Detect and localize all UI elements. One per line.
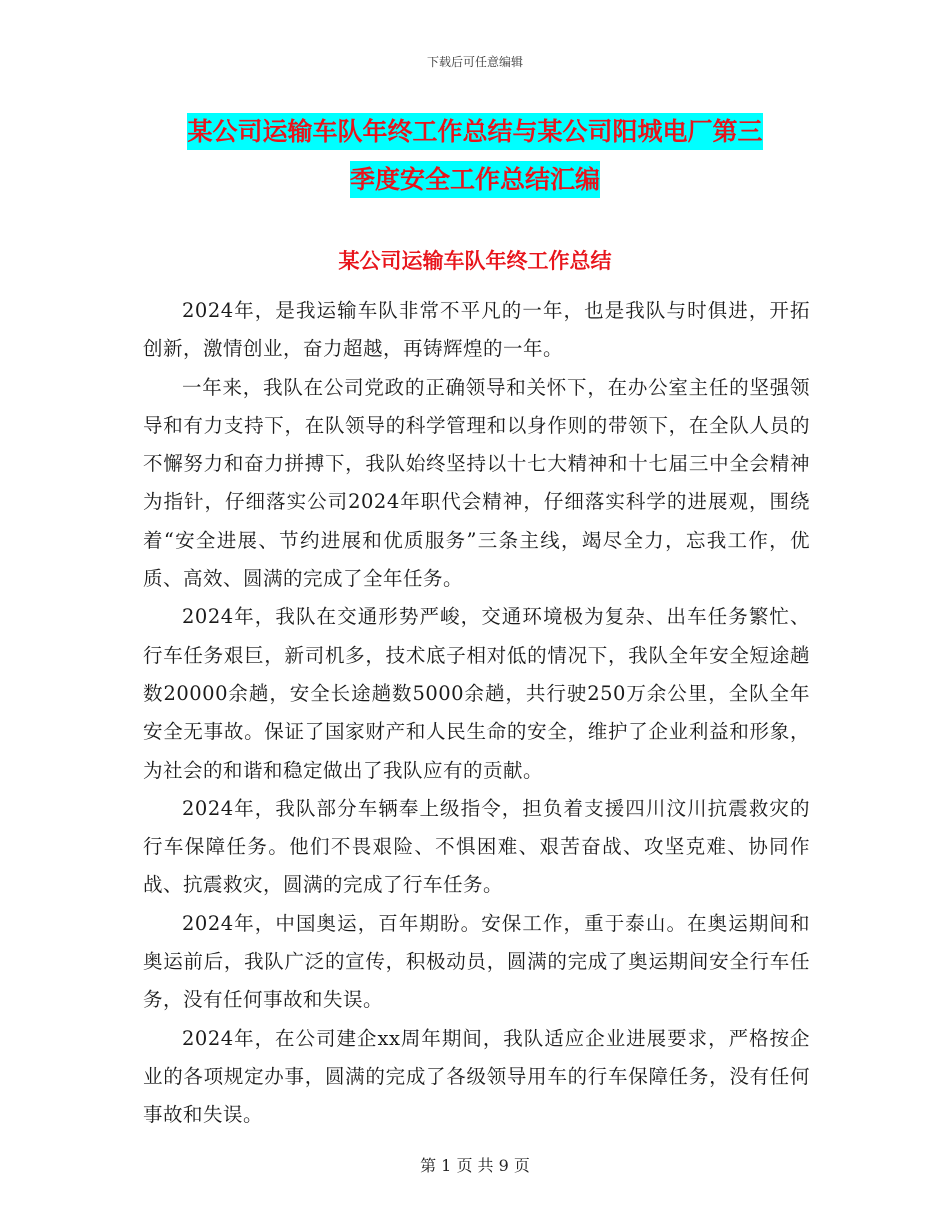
header-note: 下载后可任意编辑	[426, 55, 523, 69]
paragraph-6: 2024年，在公司建企xx周年期间，我队适应企业进展要求，严格按企业的各项规定办事，圆满的完成了各级领导用车的行车保障任务，没有任何事故和失误。	[143, 1026, 810, 1127]
paragraph-4: 2024年，我队部分车辆奉上级指令，担负着支援四川汶川抗震救灾的行车保障任务。他们不畏艰险、不惧困难、艰苦奋战、攻坚克难、协同作战、抗震救灾，圆满的完成了行车任务。	[143, 796, 810, 897]
paragraph-1: 2024年，是我运输车队非常不平凡的一年，也是我队与时俱进，开拓创新，激情创业，奋力超越，再铸辉煌的一年。	[143, 299, 810, 361]
document-title	[140, 108, 810, 204]
body-text	[143, 292, 810, 1135]
document-title-line-2: 季度安全工作总结汇编	[350, 161, 600, 198]
page-number-footer: 第 1 页 共 9 页	[420, 1156, 530, 1175]
document-title-line-1: 某公司运输车队年终工作总结与某公司阳城电厂第三	[187, 113, 762, 150]
paragraph-5: 2024年，中国奥运，百年期盼。安保工作，重于泰山。在奥运期间和奥运前后，我队广泛的宣传，积极动员，圆满的完成了奥运期间安全行车任务，没有任何事故和失误。	[143, 911, 810, 1012]
paragraph-2: 一年来，我队在公司党政的正确领导和关怀下，在办公室主任的坚强领导和有力支持下，在队领导的科学管理和以身作则的带领下，在全队人员的不懈努力和奋力拼搏下，我队始终坚持以十七大精神和十七届三中全会精神为指针，仔细落实公司2024年职代会精神，仔细落实科学的进展观，围绕着“安全进展、节约进展和优质服务”三条主线，竭尽全力，忘我工作，优质、高效、圆满的完成了全年任务。	[143, 375, 810, 591]
paragraph-3: 2024年，我队在交通形势严峻，交通环境极为复杂、出车任务繁忙、行车任务艰巨，新司机多，技术底子相对低的情况下，我队全年安全短途趟数20000余趟，安全长途趟数5000余趟，共行驶250万余公里，全队全年安全无事故。保证了国家财产和人民生命的安全，维护了企业利益和形象，为社会的和谐和稳定做出了我队应有的贡献。	[143, 605, 810, 782]
section-title: 某公司运输车队年终工作总结	[338, 249, 612, 273]
